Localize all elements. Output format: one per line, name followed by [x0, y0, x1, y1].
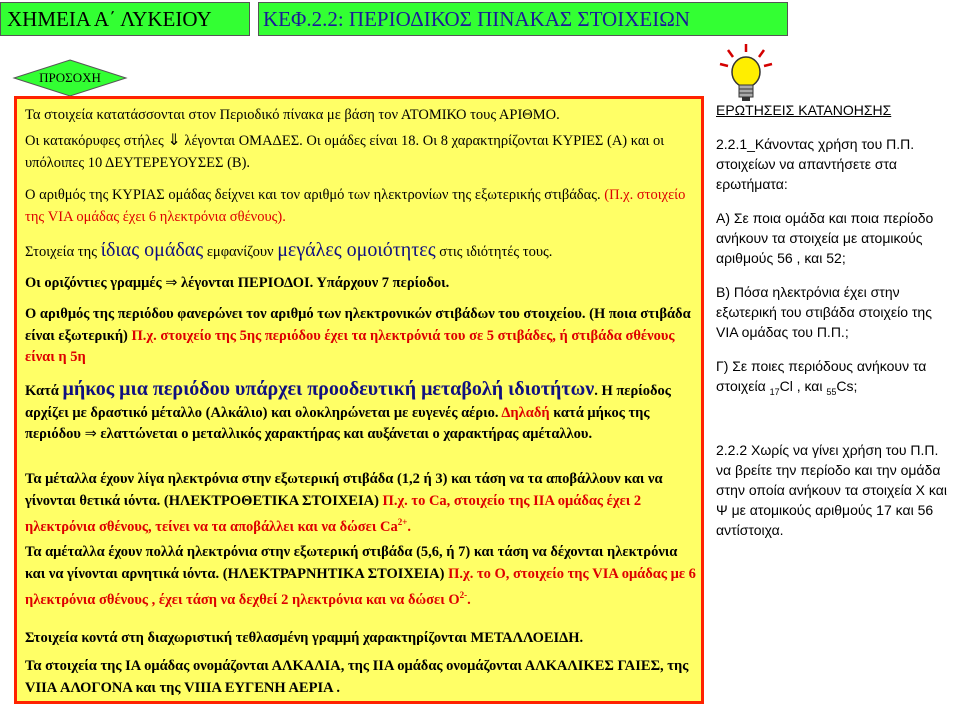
question-a: Α) Σε ποια ομάδα και ποια περίοδο ανήκουν τα στοιχεία με ατομικούς αριθμούς 56 , και 52;	[716, 210, 934, 266]
paragraph-groups	[25, 130, 697, 174]
text-p8a: Τα μέταλλα έχουν λίγα ηλεκτρόνια στην εξωτερική στιβάδα (1,2 ή 3) και τάση να τα αποβάλλουν και να γίνονται θετικά ιόντα. (ΗΛΕΚΤΡΟΘΕΤΙΚΑ ΣΤΟΙΧΕΙΑ)	[25, 471, 663, 509]
paragraph-atomic-number	[25, 105, 697, 127]
text-p11: Τα στοιχεία της ΙΑ ομάδας ονομάζονται ΑΛΚΑΛΙΑ, της ΙΙΑ ομάδας ονομάζονται ΑΛΚΑΛΙΚΕΣ ΓΑΙΕΣ, της VIIA ΑΛΟΓΟΝΑ και της VIIIA ΕΥΓΕΝΗ ΑΕΡΙΑ .	[25, 658, 689, 696]
lightbulb-icon	[716, 42, 776, 106]
text-p4d: μεγάλες ομοιότητες	[277, 239, 436, 261]
question-b: Β) Πόσα ηλεκτρόνια έχει στην εξωτερική του στιβάδα στοιχείο της VIA ομάδας του Π.Π.;	[716, 284, 932, 340]
questions-title: ΕΡΩΤΗΣΕΙΣ ΚΑΤΑΝΟΗΣΗΣ	[716, 102, 892, 118]
paragraph-metals	[25, 469, 697, 538]
text-p5b: λέγονται ΠΕΡΙΟΔΟΙ. Υπάρχουν 7 περίοδοι.	[181, 275, 450, 291]
text-p7b: μήκος μια περιόδου υπάρχει προοδευτική μεταβολή ιδιοτήτων	[62, 378, 595, 400]
question-c	[716, 356, 956, 402]
down-arrow-icon: ⇓	[167, 132, 181, 149]
question-c-text: Γ) Σε ποιες περιόδους ανήκουν τα στοιχεία	[716, 358, 927, 394]
text-p10: Στοιχεία κοντά στη διαχωριστική τεθλασμένη γραμμή χαρακτηρίζονται ΜΕΤΑΛΛΟΕΙΔΗ.	[25, 630, 584, 646]
text-p7f: ελαττώνεται ο μεταλλικός χαρακτήρας και αυξάνεται ο χαρακτήρας αμέταλλου.	[100, 426, 593, 442]
paragraph-nonmetals	[25, 542, 697, 611]
paragraph-same-group	[25, 240, 697, 264]
right-arrow-icon: ⇒	[84, 426, 97, 442]
text-p4e: στις ιδιότητές τους.	[439, 244, 553, 260]
text-p4b: ίδιας ομάδας	[100, 239, 204, 261]
attention-banner	[10, 58, 130, 98]
text-p4a: Στοιχεία της	[25, 244, 97, 260]
text-p9a: Τα αμέταλλα έχουν πολλά ηλεκτρόνια στην εξωτερική στιβάδα (5,6, ή 7) και τάση να δέχονται ηλεκτρόνια και να γίνονται αρνητικά ιόντα. (ΗΛΕΚΤΡΑΡΝΗΤΙΚΑ ΣΤΟΙΧΕΙΑ)	[25, 544, 678, 582]
question-2-2-1-intro: 2.2.1_Κάνοντας χρήση του Π.Π. στοιχείων να απαντήσετε στα ερωτήματα:	[716, 136, 915, 192]
attention-label: ΠΡΟΣΟΧΗ	[39, 70, 101, 85]
text-p2a: Οι κατακόρυφες στήλες	[25, 133, 164, 149]
text-p8end: .	[407, 518, 411, 535]
ca-charge: 2+	[397, 517, 408, 527]
text-p7a: Κατά	[25, 383, 59, 399]
text-p5a: Οι οριζόντιες γραμμές	[25, 275, 162, 291]
text-p7d: Δηλαδή	[501, 404, 550, 421]
right-arrow-icon: ⇒	[165, 275, 178, 291]
chapter-title: ΚΕΦ.2.2: ΠΕΡΙΟΔΙΚΟΣ ΠΙΝΑΚΑΣ ΣΤΟΙΧΕΙΩΝ	[258, 2, 788, 36]
text-p7c: . Η περίοδος αρχίζει με δραστικό μέταλλο (Αλκάλιο) και ολοκληρώνεται με ευγενές αέριο.	[25, 383, 671, 421]
text-p6a: Ο αριθμός της περιόδου φανερώνει τον αριθμό των ηλεκτρονικών στιβάδων του στοιχείου. (Η ποια στιβάδα είναι εξωτερική)	[25, 306, 691, 344]
paragraph-group-names	[25, 656, 697, 699]
paragraph-period-number	[25, 304, 697, 369]
cl-symbol: Cl , και	[779, 378, 823, 394]
text-p6b: Π.χ. στοιχείο της 5ης περιόδου έχει τα ηλεκτρόνιά του σε 5 στιβάδες, ή στιβάδα σθένους είναι η 5η	[25, 327, 675, 365]
paragraph-periods	[25, 273, 697, 295]
text-p3a: Ο αριθμός της ΚΥΡΙΑΣ ομάδας δείχνει και τον αριθμό των ηλεκτρονίων της εξωτερικής στιβάδας.	[25, 187, 601, 203]
paragraph-main-group	[25, 185, 697, 228]
o-charge: 2-	[459, 590, 468, 600]
cl-atomic-number: 17	[769, 386, 780, 397]
text-p2b: λέγονται ΟΜΑΔΕΣ. Οι ομάδες είναι 18. Οι 8 χαρακτηρίζονται ΚΥΡΙΕΣ (Α) και οι υπόλοιπες 10 ΔΕΥΤΕΡΕΥΟΥΣΕΣ (Β).	[25, 133, 665, 171]
main-content-panel	[14, 96, 704, 704]
text-p9end: .	[467, 591, 471, 608]
text-p4c: εμφανίζουν	[206, 244, 274, 260]
paragraph-period-variation	[25, 379, 697, 446]
cs-atomic-number: 55	[826, 386, 837, 397]
text-p3b: (Π.χ. στοιχείο της VIA ομάδας έχει 6 ηλεκτρόνια σθένους).	[25, 187, 686, 225]
text-p7e: κατά μήκος της περιόδου	[25, 404, 650, 442]
text-p9b: Π.χ. το Ο, στοιχείο της VIA ομάδας με 6 ηλεκτρόνια σθένους , έχει τάση να δεχθεί 2 ηλεκτρόνια και να δώσει Ο	[25, 565, 696, 608]
cs-symbol: Cs;	[836, 378, 858, 394]
text-p8b: Π.χ. το Ca, στοιχείο της ΙΙΑ ομάδας έχει 2 ηλεκτρόνια σθένους, τείνει να τα αποβάλλει και να δώσει Ca	[25, 492, 642, 535]
question-2-2-2: 2.2.2 Χωρίς να γίνει χρήση του Π.Π. να βρείτε την περίοδο και την ομάδα στην οποία ανήκουν τα στοιχεία Χ και Ψ με ατομικούς αριθμούς 17 και 56 αντίστοιχα.	[716, 441, 947, 538]
subject-title: ΧΗΜΕΙΑ Α΄ ΛΥΚΕΙΟΥ	[0, 2, 250, 36]
comprehension-questions	[716, 100, 956, 554]
text-p1: Τα στοιχεία κατατάσσονται στον Περιοδικό πίνακα με βάση τον ΑΤΟΜΙΚΟ τους ΑΡΙΘΜΟ.	[25, 107, 560, 123]
paragraph-metalloids	[25, 628, 697, 650]
